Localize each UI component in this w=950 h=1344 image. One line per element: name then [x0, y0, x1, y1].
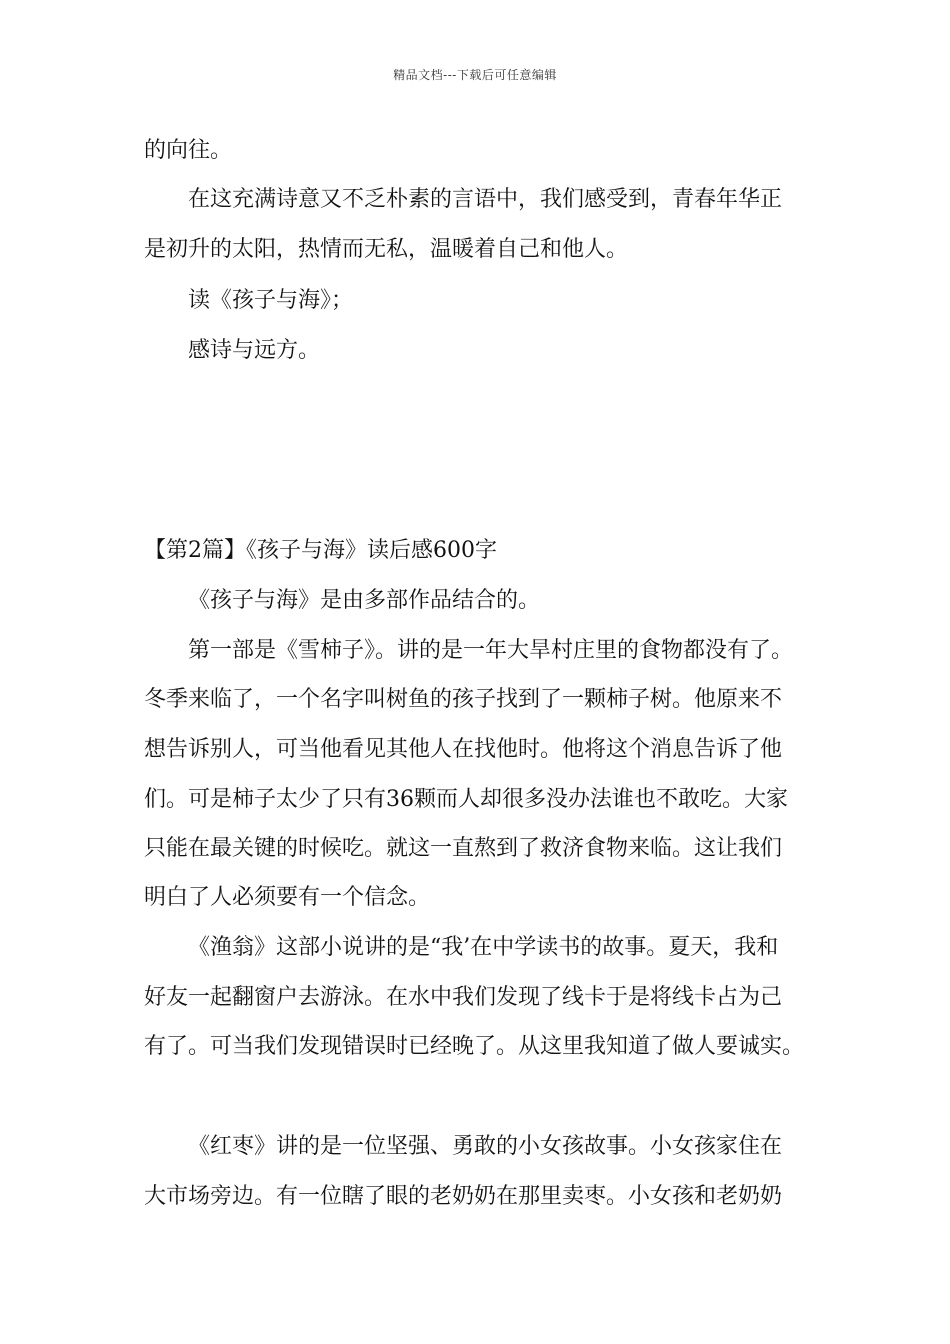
text-line: 第一部是《雪柿子》。讲的是一年大旱村庄里的食物都没有了。: [188, 638, 794, 663]
text-line: 有了。可当我们发现错误时已经晚了。从这里我知道了做人要诚实。: [144, 1034, 805, 1059]
text-line: 冬季来临了，一个名字叫树鱼的孩子找到了一颗柿子树。他原来不: [144, 687, 783, 712]
text-line: 明白了人必须要有一个信念。: [144, 885, 431, 910]
text-line: 们。可是柿子太少了只有36颗而人却很多没办法谁也不敢吃。大家: [144, 787, 788, 812]
section-heading: 【第2篇】《孩子与海》读后感600字: [144, 538, 497, 563]
text-line: 《渔翁》这部小说讲的是“我’在中学读书的故事。夏天，我和: [188, 935, 779, 960]
page-header: 精品文档---下载后可任意编辑: [393, 68, 557, 82]
text-line: 《孩子与海》是由多部作品结合的。: [188, 588, 541, 613]
text-line: 好友一起翻窗户去游泳。在水中我们发现了线卡于是将线卡占为己: [144, 985, 783, 1010]
text-line: 感诗与远方。: [188, 338, 321, 363]
text-line: 只能在最关键的时候吃。就这一直熬到了救济食物来临。这让我们: [144, 836, 783, 861]
text-line: 是初升的太阳，热情而无私，温暖着自己和他人。: [144, 237, 629, 262]
text-line: 想告诉别人，可当他看见其他人在找他时。他将这个消息告诉了他: [144, 737, 783, 762]
text-line: 的向往。: [144, 138, 233, 163]
text-line: 在这充满诗意又不乏朴素的言语中，我们感受到，青春年华正: [188, 187, 783, 212]
text-line: 《红枣》讲的是一位坚强、勇敢的小女孩故事。小女孩家住在: [188, 1134, 783, 1159]
text-line: 大市场旁边。有一位瞎了眼的老奶奶在那里卖枣。小女孩和老奶奶: [144, 1184, 783, 1209]
text-line: 读《孩子与海》；: [188, 288, 354, 313]
